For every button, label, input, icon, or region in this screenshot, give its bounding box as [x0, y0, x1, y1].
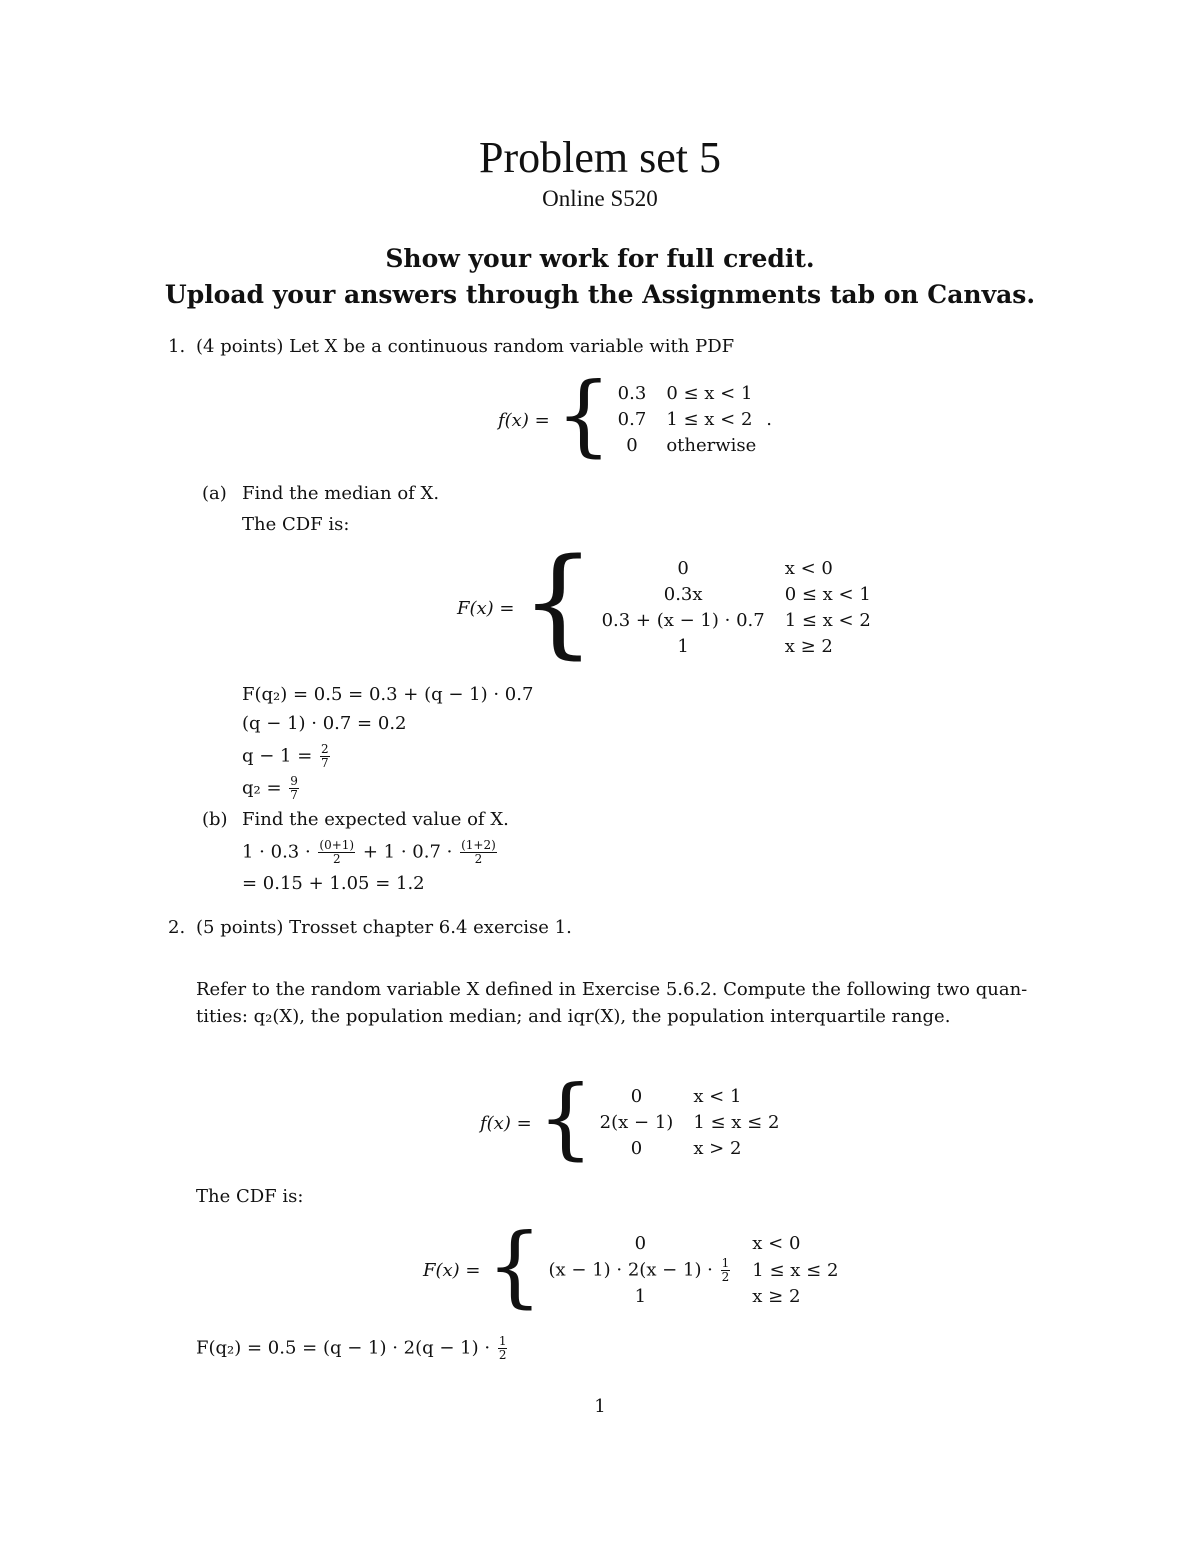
final-expr: F(q₂) = 0.5 = (q − 1) · 2(q − 1) · — [196, 1337, 491, 1359]
problem2-quote-line-1: Refer to the random variable X defined in Exercise 5.6.2. Compute the following two quan- — [196, 979, 1028, 1000]
pdf-row — [612, 407, 763, 433]
part-b-question: Find the expected value of X. — [242, 809, 509, 830]
cdf-cond: x < 0 — [784, 558, 833, 579]
cdf-row — [543, 1231, 845, 1257]
problem2-pdf — [480, 1066, 785, 1169]
cdf-value: 0.3 + (x − 1) · 0.7 — [601, 610, 765, 631]
fraction — [460, 839, 497, 866]
pdf-cond: x < 1 — [693, 1086, 742, 1107]
median-step-3 — [242, 743, 332, 770]
fraction-numerator: 2 — [321, 742, 329, 756]
left-brace: { — [486, 1213, 543, 1317]
fraction-numerator: 1 — [721, 1256, 730, 1270]
problem2-statement: (5 points) Trosset chapter 6.4 exercise 1. — [196, 917, 572, 938]
cdf-row — [596, 582, 877, 608]
cdf-value: 1 — [634, 1286, 647, 1307]
fraction — [498, 1335, 508, 1362]
pdf-value: 0.3 — [617, 383, 647, 404]
cdf-value: 1 — [677, 636, 689, 657]
cdf-value: 0 — [634, 1233, 647, 1254]
pdf-lhs: f(x) = — [480, 1112, 532, 1134]
cdf-cond: x ≥ 2 — [784, 636, 833, 657]
problem2-final-equation — [196, 1335, 509, 1362]
pdf-value: 2(x − 1) — [599, 1112, 674, 1133]
part-a-cdf-intro: The CDF is: — [242, 514, 350, 535]
cdf-lhs: F(x) = — [423, 1260, 481, 1281]
problem1-pdf — [498, 363, 773, 466]
cdf-row — [543, 1257, 845, 1284]
part-a-label: (a) — [202, 483, 227, 504]
problem2-cdf-intro: The CDF is: — [196, 1186, 304, 1207]
left-brace: { — [537, 1066, 594, 1169]
fraction — [721, 1257, 731, 1284]
fraction-numerator: (0+1) — [319, 838, 355, 852]
pdf-cond: 1 ≤ x < 2 — [666, 409, 753, 430]
cdf-value-expr: (x − 1) · 2(x − 1) · — [548, 1259, 713, 1281]
cdf-cases — [543, 1231, 845, 1310]
fraction-denominator: 2 — [498, 1348, 507, 1362]
fraction — [320, 743, 330, 770]
expr-part-a: 1 · 0.3 · — [242, 841, 311, 863]
pdf-cases — [612, 381, 763, 459]
problem1-cdf — [457, 532, 877, 670]
cdf-value: 0 — [677, 558, 689, 579]
median-step-2: (q − 1) · 0.7 = 0.2 — [242, 713, 407, 734]
median-step-4 — [242, 775, 301, 802]
page-number: 1 — [594, 1396, 606, 1417]
fraction — [318, 839, 355, 866]
cdf-row — [596, 634, 877, 660]
cdf-cond: 1 ≤ x ≤ 2 — [752, 1259, 839, 1281]
pdf-value: 0.7 — [617, 409, 647, 430]
fraction-denominator: 7 — [321, 756, 329, 770]
cdf-cond: 0 ≤ x < 1 — [784, 584, 871, 605]
cdf-cond: 1 ≤ x < 2 — [784, 610, 871, 631]
median-step-3-lhs: q − 1 = — [242, 745, 313, 767]
pdf-cases — [594, 1084, 786, 1162]
course-subtitle: Online S520 — [542, 186, 658, 211]
part-b-label: (b) — [202, 809, 228, 830]
cdf-value — [543, 1257, 739, 1284]
left-brace: { — [555, 363, 612, 466]
instruction-upload: Upload your answers through the Assignments tab on Canvas. — [164, 280, 1036, 309]
instruction-show-work: Show your work for full credit. — [385, 244, 815, 273]
pdf-cond: otherwise — [666, 435, 757, 456]
fraction-denominator: 2 — [474, 852, 483, 866]
problem2-cdf — [423, 1213, 844, 1317]
left-brace: { — [520, 532, 596, 670]
page-title: Problem set 5 — [479, 133, 721, 182]
problem2-number: 2. — [168, 917, 186, 938]
cdf-row — [596, 556, 877, 582]
pdf-row — [594, 1084, 786, 1110]
pdf-value: 0 — [630, 1086, 643, 1107]
pdf-row — [594, 1136, 786, 1162]
cdf-row — [543, 1284, 845, 1310]
median-step-1: F(q₂) = 0.5 = 0.3 + (q − 1) · 0.7 — [242, 684, 534, 705]
cdf-lhs: F(x) = — [457, 597, 515, 619]
cdf-cond: x < 0 — [752, 1233, 801, 1254]
cdf-cases — [596, 556, 877, 660]
problem2-quote-line-2: tities: q₂(X), the population median; and iqr(X), the population interquartile range. — [196, 1006, 951, 1027]
pdf-cond: x > 2 — [693, 1138, 742, 1159]
pdf-cond: 1 ≤ x ≤ 2 — [693, 1112, 780, 1133]
expr-part-b: + 1 · 0.7 · — [362, 841, 453, 863]
fraction-denominator: 2 — [721, 1270, 730, 1284]
pdf-row — [594, 1110, 786, 1136]
pdf-trailing-period: . — [766, 409, 773, 430]
pdf-lhs: f(x) = — [498, 409, 550, 431]
part-a-question: Find the median of X. — [242, 483, 440, 504]
fraction-denominator: 2 — [332, 852, 341, 866]
fraction-numerator: (1+2) — [461, 838, 496, 852]
expected-value-result: = 0.15 + 1.05 = 1.2 — [242, 873, 425, 894]
median-step-4-lhs: q₂ = — [242, 777, 282, 799]
problem1-number: 1. — [168, 336, 186, 357]
fraction-denominator: 7 — [290, 788, 298, 802]
expected-value-expression — [242, 839, 499, 866]
fraction — [289, 775, 299, 802]
cdf-cond: x ≥ 2 — [752, 1286, 801, 1307]
problem1-statement: (4 points) Let X be a continuous random variable with PDF — [196, 336, 735, 357]
pdf-row — [612, 381, 763, 407]
pdf-row — [612, 433, 763, 459]
fraction-numerator: 9 — [290, 774, 298, 788]
pdf-cond: 0 ≤ x < 1 — [666, 383, 753, 404]
cdf-row — [596, 608, 877, 634]
pdf-value: 0 — [626, 435, 638, 456]
pdf-value: 0 — [630, 1138, 643, 1159]
fraction-numerator: 1 — [498, 1334, 507, 1348]
cdf-value: 0.3x — [663, 584, 703, 605]
